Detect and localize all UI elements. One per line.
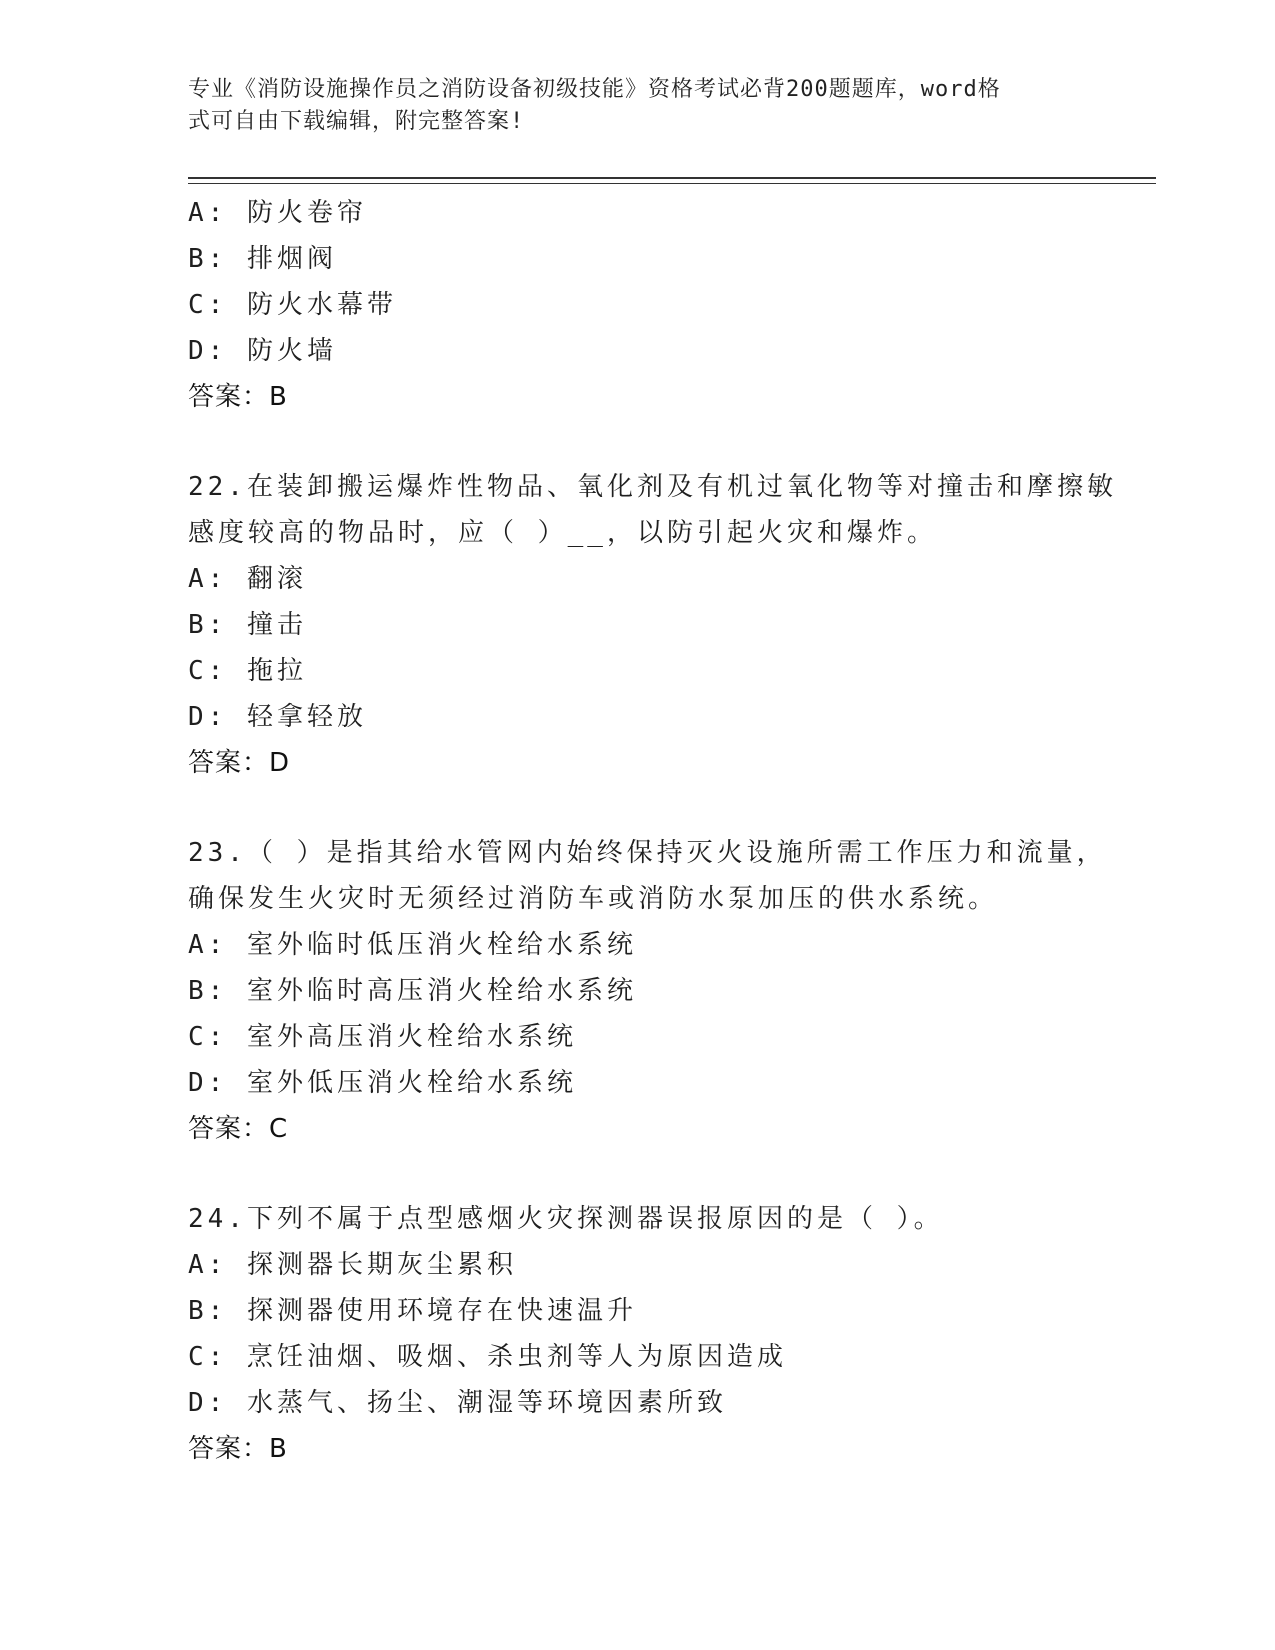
answer: 答案：C	[188, 1114, 289, 1144]
question-stem	[188, 830, 1107, 922]
option-d: D: 室外低压消火栓给水系统	[188, 1068, 577, 1098]
answer: 答案：D	[188, 748, 291, 778]
option-d: D: 水蒸气、扬尘、潮湿等环境因素所致	[188, 1388, 727, 1418]
option-a: A: 室外临时低压消火栓给水系统	[188, 930, 637, 960]
answer: 答案：B	[188, 1434, 288, 1464]
option-c: C: 室外高压消火栓给水系统	[188, 1022, 577, 1052]
question-24	[188, 1196, 1088, 1472]
question-stem-line-1: 22.在装卸搬运爆炸性物品、氧化剂及有机过氧化物等对撞击和摩擦敏	[188, 472, 1117, 502]
option-b: B: 探测器使用环境存在快速温升	[188, 1296, 637, 1326]
option-a: A: 防火卷帘	[188, 198, 367, 228]
option-b: B: 室外临时高压消火栓给水系统	[188, 976, 637, 1006]
header-line-1: 专业《消防设施操作员之消防设备初级技能》资格考试必背200题题库，word格	[188, 77, 1001, 102]
question-stem-line-2: 感度较高的物品时，应（ ）__，以防引起火灾和爆炸。	[188, 518, 937, 548]
option-c: C: 防火水幕带	[188, 290, 397, 320]
document-header	[188, 74, 1088, 138]
question-stem-line-1: 24.下列不属于点型感烟火灾探测器误报原因的是（ ）。	[188, 1204, 944, 1234]
option-c: C: 烹饪油烟、吸烟、杀虫剂等人为原因造成	[188, 1342, 787, 1372]
option-a: A: 翻滚	[188, 564, 307, 594]
option-c: C: 拖拉	[188, 656, 307, 686]
question-stem-line-2: 确保发生火灾时无须经过消防车或消防水泵加压的供水系统。	[188, 884, 999, 914]
question-22	[188, 464, 1117, 786]
answer: 答案：B	[188, 382, 288, 412]
option-d: D: 防火墙	[188, 336, 337, 366]
question-23	[188, 830, 1107, 1152]
question-stem	[188, 1196, 1088, 1242]
header-rule-thick	[188, 177, 1156, 179]
option-d: D: 轻拿轻放	[188, 702, 367, 732]
option-a: A: 探测器长期灰尘累积	[188, 1250, 517, 1280]
header-rule-thin	[188, 183, 1156, 184]
question-stem-line-1: 23.（ ）是指其给水管网内始终保持灭火设施所需工作压力和流量，	[188, 838, 1107, 868]
option-b: B: 撞击	[188, 610, 307, 640]
header-line-2: 式可自由下载编辑，附完整答案!	[188, 109, 525, 134]
question-list	[188, 190, 1117, 1472]
question-21	[188, 190, 1088, 420]
option-b: B: 排烟阀	[188, 244, 337, 274]
question-stem	[188, 464, 1117, 556]
